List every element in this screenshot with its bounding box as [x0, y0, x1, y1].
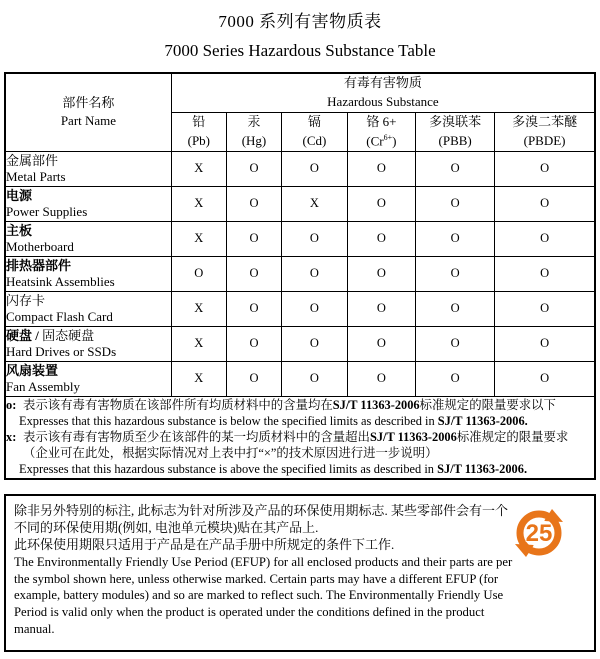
legend-row: [5, 396, 595, 478]
substance-mark: X: [171, 186, 226, 221]
column-header-pb: 铅 (Pb): [171, 112, 226, 151]
table-row-heatsink-assemblies: [5, 256, 595, 291]
substance-mark: O: [495, 256, 595, 291]
svg-text:25: 25: [525, 519, 553, 547]
part-name-cell: 风扇装置 Fan Assembly: [5, 361, 171, 396]
part-name-header: [5, 73, 171, 151]
efup-notice-box: [4, 494, 596, 652]
substance-mark: O: [347, 151, 415, 186]
substance-mark: O: [416, 361, 495, 396]
part-name-cell: 电源 Power Supplies: [5, 186, 171, 221]
column-header-pbb: 多溴联苯 (PBB): [416, 112, 495, 151]
substance-mark: O: [416, 326, 495, 361]
substance-mark: O: [495, 326, 595, 361]
table-row-compact-flash-card: [5, 291, 595, 326]
substance-mark: O: [347, 186, 415, 221]
substance-mark: O: [416, 221, 495, 256]
substance-mark: O: [226, 221, 281, 256]
part-name-cell: 排热器部件 Heatsink Assemblies: [5, 256, 171, 291]
part-name-cell: 硬盘 / 固态硬盘 Hard Drives or SSDs: [5, 326, 171, 361]
part-name-header-zh: 部件名称: [62, 94, 115, 110]
substance-mark: O: [347, 361, 415, 396]
table-row-motherboard: [5, 221, 595, 256]
part-name-cell: 闪存卡 Compact Flash Card: [5, 291, 171, 326]
substance-mark: O: [416, 291, 495, 326]
efup-25-logo-icon: [514, 508, 564, 558]
table-row-fan-assembly: [5, 361, 595, 396]
legend-o-label: o:: [6, 397, 17, 412]
table-row-power-supplies: [5, 186, 595, 221]
legend-x-en: Expresses that this hazardous substance is above the specified limits as described in SJ/T 11363-2006.: [19, 462, 528, 477]
substance-mark: O: [495, 151, 595, 186]
substance-mark: O: [282, 151, 347, 186]
efup-zh-line-3: 此环保使用期限只适用于产品是在产品手册中所规定的条件下工作.: [14, 537, 395, 553]
page-title-english: 7000 Series Hazardous Substance Table: [164, 41, 436, 60]
substance-mark: O: [282, 326, 347, 361]
efup-zh-line-2: 不同的环保使用期(例如, 电池单元模块)贴在其产品上.: [14, 519, 319, 535]
substance-mark: O: [495, 291, 595, 326]
substance-mark: O: [226, 256, 281, 291]
efup-en-paragraph: The Environmentally Friendly Use Period (EFUP) for all enclosed products and their parts are per the symbol shown here, unless otherwise marked. Certain parts may have a different EFUP (for example, battery modules) and so are marked to reflect such. The Environmentally Friendly Use Period is valid only when the product is operated under the conditions defined in the product manual.: [14, 554, 513, 636]
substance-mark: O: [416, 256, 495, 291]
substance-mark: X: [171, 151, 226, 186]
substance-mark: O: [226, 151, 281, 186]
substance-mark: O: [495, 186, 595, 221]
table-row-hard-drives-ssds: [5, 326, 595, 361]
substance-mark: O: [226, 291, 281, 326]
substance-header-zh: 有毒有害物质: [343, 75, 422, 90]
substance-mark: X: [282, 186, 347, 221]
substance-mark: O: [347, 291, 415, 326]
substance-mark: X: [171, 221, 226, 256]
substance-mark: O: [226, 361, 281, 396]
substance-mark: O: [282, 221, 347, 256]
substance-mark: O: [226, 326, 281, 361]
efup-zh-line-1: 除非另外特别的标注, 此标志为针对所涉及产品的环保使用期标志. 某些零部件会有一个: [14, 502, 509, 518]
substance-mark: X: [171, 361, 226, 396]
substance-mark: O: [416, 151, 495, 186]
substance-header: [171, 73, 595, 112]
column-header-hg: 汞 (Hg): [226, 112, 281, 151]
substance-mark: O: [282, 291, 347, 326]
substance-mark: O: [347, 221, 415, 256]
substance-mark: O: [282, 361, 347, 396]
substance-mark: O: [347, 326, 415, 361]
substance-mark: X: [171, 291, 226, 326]
part-name-cell: 主板 Motherboard: [5, 221, 171, 256]
legend-o-zh: o: 表示该有毒有害物质在该部件所有均质材料中的含量均在SJ/T 11363-2006标准规定的限量要求以下: [6, 397, 556, 412]
substance-mark: O: [171, 256, 226, 291]
substance-mark: O: [495, 361, 595, 396]
part-name-header-en: Part Name: [60, 113, 117, 129]
legend-cell: [5, 396, 595, 478]
table-row-metal-parts: [5, 151, 595, 186]
column-header-cr6: 铬 6+ $(Cr^{6+})$: [347, 112, 415, 151]
substance-header-en: Hazardous Substance: [327, 93, 439, 109]
hazardous-substance-table: [4, 72, 596, 480]
column-header-cd: 镉 (Cd): [282, 112, 347, 151]
legend-o-en: Expresses that this hazardous substance is below the specified limits as described in SJ/T 11363-2006.: [19, 414, 528, 429]
substance-mark: O: [347, 256, 415, 291]
header-row-1: [5, 73, 595, 112]
part-name-cell: 金属部件 Metal Parts: [5, 151, 171, 186]
page-title-chinese: 7000 系列有害物质表: [218, 12, 382, 31]
column-header-pbde: 多溴二苯醚 (PBDE): [495, 112, 595, 151]
substance-mark: O: [226, 186, 281, 221]
substance-mark: O: [416, 186, 495, 221]
substance-mark: O: [495, 221, 595, 256]
substance-mark: O: [282, 256, 347, 291]
substance-mark: X: [171, 326, 226, 361]
legend-x-label: x:: [6, 430, 17, 445]
legend-x-zh: x: 表示该有毒有害物质至少在该部件的某一均质材料中的含量超出SJ/T 11363-2006标准规定的限量要求: [6, 430, 569, 445]
legend-x-note: （企业可在此处，根据实际情况对上表中打“×”的技术原因进行进一步说明）: [23, 446, 438, 461]
